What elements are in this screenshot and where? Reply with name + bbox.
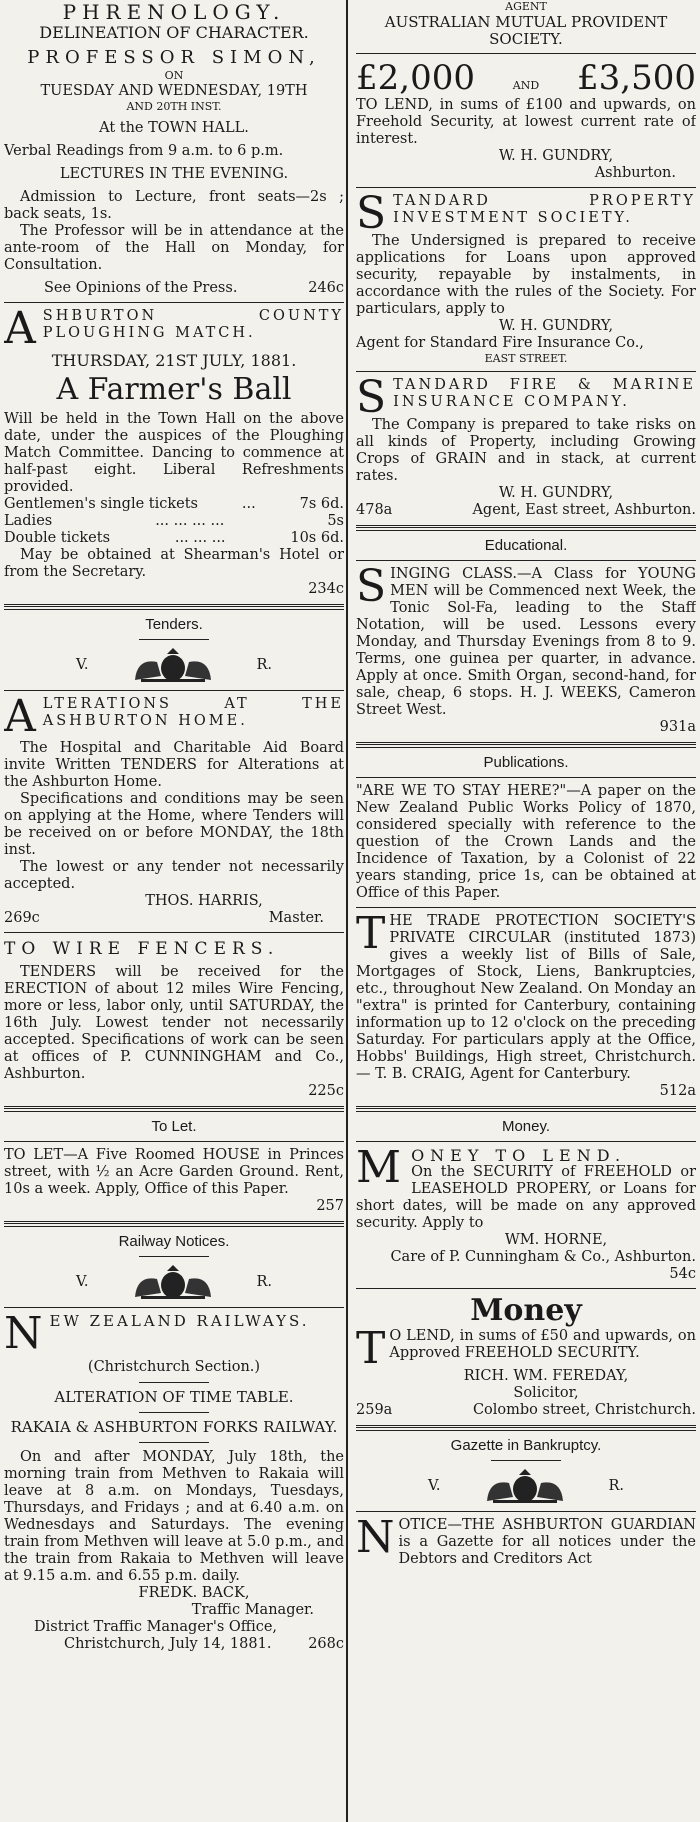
alter-role: Master.	[268, 910, 324, 926]
ticket-row: Gentlemen's single tickets ... 7s 6d.	[4, 496, 344, 512]
plough-obtain: May be obtained at Shearman's Hotel or from the Secretary.	[4, 547, 344, 580]
wire-title: TO WIRE FENCERS.	[4, 939, 280, 959]
phrenology-days: TUESDAY AND WEDNESDAY, 19TH	[40, 83, 308, 99]
ticket-row: Double tickets ... ... ... 10s 6d.	[4, 530, 344, 546]
tolet-body: TO LET—A Five Roomed HOUSE in Princes street, with ½ an Acre Garden Ground. Rent, 10s a week. Apply, Office of this Paper.	[4, 1147, 344, 1197]
trade-code: 512a	[659, 1083, 696, 1099]
section-heading-tenders: Tenders.	[145, 616, 203, 633]
section-heading-publications: Publications.	[483, 754, 569, 771]
plough-title: SHBURTON COUNTY PLOUGHING MATCH.	[42, 308, 344, 341]
mlend-body: On the SECURITY of FREEHOLD or LEASEHOLD PROPERY, or Loans for short dates, will be made on any approved security. Apply to	[356, 1164, 696, 1231]
fire-agent: Agent, East street, Ashburton.	[472, 502, 696, 518]
column-divider	[346, 0, 348, 1822]
rail-title: EW ZEALAND RAILWAYS.	[49, 1312, 310, 1330]
singing-class-ad: SINGING CLASS.—A Class for YOUNG MEN will be Commenced next Week, the Tonic Sol-Fa, leading to the Staff Notation, will be used. Lessons every Monday, and Thursday Evenings from 8 to 9. Terms, one guinea per quarter, in advance. Apply at once. Smith Organ, second-hand, for sale, cheap, 6 stops. H. J. WEEKS, Cameron Street West. 931a	[356, 561, 696, 735]
rail-body: On and after MONDAY, July 18th, the morning train from Methven to Rakaia will leave at 8 a.m. on Mondays, Tuesdays, Thursdays, and Fridays ; and at 6.40 a.m. on Wednesdays and Saturdays. The evening train from Methven will leave at 5.0 p.m., and the train from Rakaia to Methven will leave at 9.15 a.m. and 6.55 p.m. daily.	[4, 1449, 344, 1584]
std-agent: Agent for Standard Fire Insurance Co.,	[356, 335, 644, 351]
mlend-sign: WM. HORNE,	[504, 1232, 608, 1248]
crest-block	[356, 1467, 696, 1505]
amp-agent: AGENT	[505, 0, 547, 13]
wire-body: TENDERS will be received for the ERECTION of about 12 miles Wire Fencing, more or less, labor only, until SATURDAY, the 16th July. Lowest tender not necessarily accepted. Specifications of work can be seen at offices of P. CUNNINGHAM and Co., Ashburton.	[4, 964, 344, 1082]
phrenology-lectures: LECTURES IN THE EVENING.	[59, 166, 289, 182]
standard-fire-ad: STANDARD FIRE & MARINE INSURANCE COMPANY. The Company is prepared to take risks on all kinds of Property, including Growing Crops of GRAIN and in stack, at current rates. W. H. GUNDRY, 478a Agent, East street, Ashburton.	[356, 372, 696, 518]
trade-protection-ad: THE TRADE PROTECTION SOCIETY'S PRIVATE CIRCULAR (instituted 1873) gives a weekly list of Bills of Sale, Mortgages of Stock, Liens, Bankruptcies, etc., throughout New Zealand. On Monday an "extra" is printed for Canterbury, containing information up to 12 o'clock on the preceding Saturday. For particulars apply at the Office, Hobbs' Buildings, High street, Christchurch.— T. B. CRAIG, Agent for Canterbury. 512a	[356, 908, 696, 1099]
rail-role: Traffic Manager.	[191, 1602, 314, 1618]
fire-body: The Company is prepared to take risks on all kinds of Property, including Growing Crops of GRAIN and in stack, at current rates.	[356, 417, 696, 484]
gazette-notice-ad: NOTICE—THE ASHBURTON GUARDIAN is a Gazette for all notices under the Debtors and Creditors Act	[356, 1512, 696, 1567]
crest-v: V.	[427, 1477, 441, 1494]
money-to-lend-ad: MONEY TO LEND. On the SECURITY of FREEHOLD or LEASEHOLD PROPERY, or Loans for short dates, will be made on any approved security. Apply to WM. HORNE, Care of P. Cunningham & Co., Ashburton. 54c	[356, 1142, 696, 1282]
ticket-row: Ladies ... ... ... ... 5s	[4, 513, 344, 529]
trade-body: HE TRADE PROTECTION SOCIETY'S PRIVATE CIRCULAR (instituted 1873) gives a weekly list of Bills of Sale, Mortgages of Stock, Liens, Bankruptcies, etc., throughout New Zealand. On Monday an "extra" is printed for Canterbury, containing information up to 12 o'clock on the preceding Saturday. For particulars apply at the Office, Hobbs' Buildings, High street, Christchurch.— T. B. CRAIG, Agent for Canterbury.	[356, 913, 696, 1082]
ticket-list	[4, 496, 344, 547]
alter-body-2: Specifications and conditions may be seen on applying at the Home, where Tenders will be received on or before MONDAY, the 18th inst.	[4, 791, 344, 858]
rail-office: District Traffic Manager's Office,	[34, 1619, 278, 1635]
rail-sign: FREDK. BACK,	[138, 1585, 250, 1601]
farmers-ball-title: A Farmer's Ball	[56, 372, 292, 407]
rail-alteration: ALTERATION OF TIME TABLE.	[54, 1388, 294, 1406]
money2-role: Solicitor,	[513, 1385, 579, 1401]
crest-block	[4, 1263, 344, 1301]
phrenology-ad	[4, 0, 344, 297]
mlend-code: 54c	[669, 1266, 696, 1282]
std-street: EAST STREET.	[484, 352, 568, 365]
amp-title: AUSTRALIAN MUTUAL PROVIDENT SOCIETY.	[384, 13, 668, 48]
crest-v: V.	[75, 656, 89, 673]
notice-body: OTICE—THE ASHBURTON GUARDIAN is a Gazette for all notices under the Debtors and Creditors Act	[398, 1517, 696, 1567]
royal-coat-of-arms-icon	[127, 1263, 219, 1301]
sing-code: 931a	[659, 719, 696, 735]
royal-coat-of-arms-icon	[127, 646, 219, 684]
section-heading-money: Money.	[501, 1118, 551, 1135]
section-heading-educational: Educational.	[484, 537, 568, 554]
section-heading-to-let: To Let.	[151, 1118, 197, 1135]
phrenology-code: 246c	[308, 280, 344, 296]
money-ad: Money T O LEND, in sums of £50 and upwards, on Approved FREEHOLD SECURITY. RICH. WM. FEREDAY, Solicitor, 259a Colombo street, Christchurch.	[356, 1293, 696, 1418]
mlend-title: ONEY TO LEND.	[411, 1146, 627, 1165]
ploughing-match-ad: ASHBURTON COUNTY PLOUGHING MATCH. THURSDAY, 21ST JULY, 1881. A Farmer's Ball Will be held in the Town Hall on the above date, under the auspices of the Ploughing Match Committee. Dancing to commence at half-past eight. Liberal Refreshments provided. Gentlemen's single tickets ... 7s 6d. Ladies ... ... ... ... 5s Double tickets ... ... ... 10s 6d. May be obtained at Shearman's Hotel or from the Secretary. 234c	[4, 303, 344, 597]
royal-coat-of-arms-icon	[479, 1467, 571, 1505]
phrenology-title: PHRENOLOGY.	[62, 0, 286, 24]
phrenology-verbal: Verbal Readings from 9 a.m. to 6 p.m.	[4, 143, 284, 159]
sing-body: INGING CLASS.—A Class for YOUNG MEN will be Commenced next Week, the Tonic Sol-Fa, leading to the Staff Notation, will be used. Lessons every Monday, and Thursday Evenings from 8 to 9. Terms, one guinea per quarter, in advance. Apply at once. Smith Organ, second-hand, for sale, cheap, 6 stops. H. J. WEEKS, Cameron Street West.	[356, 566, 696, 718]
amp-amount-2: £3,500	[577, 58, 696, 98]
tolet-code: 257	[316, 1198, 344, 1214]
amp-sign: W. H. GUNDRY,	[498, 148, 614, 164]
right-column	[356, 0, 696, 1822]
fire-code: 478a	[356, 502, 393, 518]
std-body: The Undersigned is prepared to receive applications for Loans upon approved security, repayable by instalments, in accordance with the rules of the Society. For particulars, apply to	[356, 233, 696, 317]
crest-block	[4, 646, 344, 684]
amp-amount-1: £2,000	[356, 58, 475, 98]
phrenology-hall: At the TOWN HALL.	[99, 120, 249, 136]
plough-date: THURSDAY, 21ST JULY, 1881.	[51, 351, 297, 370]
plough-body: Will be held in the Town Hall on the above date, under the auspices of the Ploughing Match Committee. Dancing to commence at half-past eight. Liberal Refreshments provided.	[4, 411, 344, 495]
crest-v: V.	[75, 1273, 89, 1290]
rail-place: Christchurch, July 14, 1881.	[64, 1636, 272, 1652]
amp-society-ad	[356, 0, 696, 182]
section-heading-railway: Railway Notices.	[118, 1233, 230, 1250]
alter-sign: THOS. HARRIS,	[145, 893, 263, 909]
money2-title: Money	[470, 1293, 582, 1328]
phrenology-delineation: DELINEATION OF CHARACTER.	[39, 23, 309, 42]
wire-fencers-ad	[4, 938, 344, 1100]
crest-r: R.	[608, 1477, 625, 1494]
to-let-ad	[4, 1147, 344, 1215]
phrenology-days-2: AND 20TH INST.	[126, 100, 222, 113]
amp-place: Ashburton.	[594, 165, 676, 181]
amp-body: TO LEND, in sums of £100 and upwards, on Freehold Security, at lowest current rate of interest.	[356, 97, 696, 147]
amp-and: AND	[512, 79, 540, 92]
stay-body: "ARE WE TO STAY HERE?"—A paper on the New Zealand Public Works Policy of 1870, considered specially with reference to the question of the Crown Lands and the Incidence of Taxation, by a Colonist of 22 years standing, price 1s, can be obtained at Office of this Paper.	[356, 783, 696, 901]
phrenology-on: ON	[164, 69, 184, 82]
crest-r: R.	[256, 1273, 273, 1290]
alter-body-3: The lowest or any tender not necessarily accepted.	[4, 859, 344, 892]
money2-address: Colombo street, Christchurch.	[472, 1402, 696, 1418]
std-sign: W. H. GUNDRY,	[498, 318, 614, 334]
phrenology-attendance: The Professor will be in attendance at the ante-room of the Hall on Monday, for Consultation.	[4, 223, 344, 273]
plough-code: 234c	[308, 581, 344, 597]
stay-here-ad	[356, 783, 696, 902]
alter-body-1: The Hospital and Charitable Aid Board invite Written TENDERS for Alterations at the Ashburton Home.	[4, 740, 344, 790]
wire-code: 225c	[308, 1083, 344, 1099]
crest-r: R.	[256, 656, 273, 673]
phrenology-admission: Admission to Lecture, front seats—2s ; back seats, 1s.	[4, 189, 344, 222]
std-title: TANDARD PROPERTY INVESTMENT SOCIETY.	[393, 193, 696, 226]
money2-sign: RICH. WM. FEREDAY,	[463, 1368, 629, 1384]
rail-line: RAKAIA & ASHBURTON FORKS RAILWAY.	[10, 1418, 338, 1436]
left-column	[4, 0, 344, 1822]
alter-title: LTERATIONS AT THE ASHBURTON HOME.	[42, 696, 344, 729]
fire-title: TANDARD FIRE & MARINE INSURANCE COMPANY.	[393, 377, 696, 410]
standard-property-ad: STANDARD PROPERTY INVESTMENT SOCIETY. The Undersigned is prepared to receive applications for Loans upon approved security, repayable by instalments, in accordance with the rules of the Society. For particulars, apply to W. H. GUNDRY, Agent for Standard Fire Insurance Co., EAST STREET.	[356, 188, 696, 365]
section-heading-gazette: Gazette in Bankruptcy.	[450, 1437, 602, 1454]
phrenology-opinions: See Opinions of the Press.	[44, 280, 238, 296]
mlend-care: Care of P. Cunningham & Co., Ashburton.	[390, 1249, 696, 1265]
alter-code: 269c	[4, 910, 40, 926]
railway-ad: NEW ZEALAND RAILWAYS. (Christchurch Section.) ALTERATION OF TIME TABLE. RAKAIA & ASHBURTON FORKS RAILWAY. On and after MONDAY, July 18th, the morning train from Methven to Rakaia will leave at 8 a.m. on Mondays, Tuesdays, Thursdays, and Fridays ; and at 6.40 a.m. on Wednesdays and Saturdays. The evening train from Methven will leave at 5.0 p.m., and the train from Rakaia to Methven will leave at 9.15 a.m. and 6.55 p.m. daily. FREDK. BACK, Traffic Manager. District Traffic Manager's Office, Christchurch, July 14, 1881. 268c	[4, 1308, 344, 1652]
fire-sign: W. H. GUNDRY,	[498, 485, 614, 501]
rail-code: 268c	[308, 1636, 344, 1652]
phrenology-professor: PROFESSOR SIMON,	[27, 47, 321, 68]
alterations-ad: ALTERATIONS AT THE ASHBURTON HOME. The Hospital and Charitable Aid Board invite Written TENDERS for Alterations at the Ashburton Home. Specifications and conditions may be seen on applying at the Home, where Tenders will be received on or before MONDAY, the 18th inst. The lowest or any tender not necessarily accepted. THOS. HARRIS, 269c Master.	[4, 691, 344, 926]
money2-code: 259a	[356, 1402, 393, 1418]
money2-body: O LEND, in sums of £50 and upwards, on Approved FREEHOLD SECURITY.	[389, 1328, 696, 1361]
rail-section: (Christchurch Section.)	[87, 1359, 261, 1375]
